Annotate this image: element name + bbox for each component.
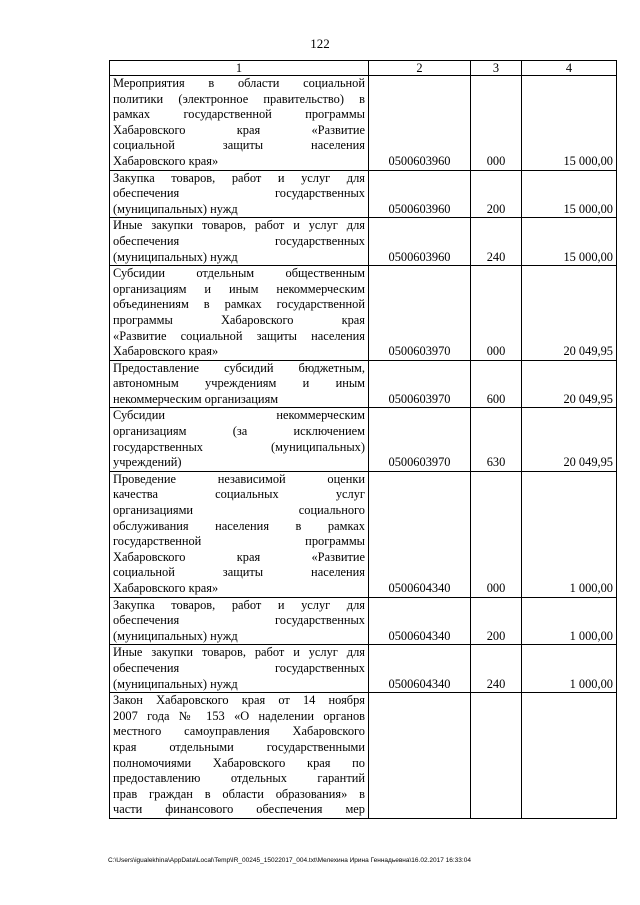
expense-name-line: Хабаровского края «Развитие bbox=[113, 122, 365, 137]
header-col-1: 1 bbox=[110, 61, 369, 76]
budget-table bbox=[109, 60, 617, 819]
expense-name-line: государственной программы bbox=[113, 534, 365, 549]
table-row bbox=[110, 360, 617, 408]
expense-name-line: политики (электронное правительство) в bbox=[113, 91, 365, 106]
expense-type-cell: 000 bbox=[471, 76, 522, 171]
amount-cell: 15 000,00 bbox=[522, 170, 617, 218]
expense-name-line: края отдельными государственными bbox=[113, 739, 365, 754]
expense-name-line: автономным учреждениям и иным bbox=[113, 376, 365, 391]
expense-name-line: организациям (за исключением bbox=[113, 424, 365, 439]
expense-name-line: Субсидии отдельным общественным bbox=[113, 266, 365, 281]
expense-name-line: некоммерческим организациям bbox=[113, 391, 279, 406]
expense-name-line: рамках государственной программы bbox=[113, 107, 365, 122]
amount-cell: 1 000,00 bbox=[522, 645, 617, 693]
expense-name-line: обеспечения государственных bbox=[113, 660, 365, 675]
expense-name-line: 2007 года № 153 «О наделении органов bbox=[113, 708, 365, 723]
amount-cell: 20 049,95 bbox=[522, 360, 617, 408]
target-article-code-cell: 0500604340 bbox=[369, 597, 471, 645]
amount-cell: 20 049,95 bbox=[522, 408, 617, 471]
expense-name-line: Закупка товаров, работ и услуг для bbox=[113, 170, 365, 185]
expense-name-line: местного самоуправления Хабаровского bbox=[113, 724, 365, 739]
table-row bbox=[110, 597, 617, 645]
expense-name-line: обслуживания населения в рамках bbox=[113, 518, 365, 533]
target-article-code-cell bbox=[369, 693, 471, 819]
header-col-2: 2 bbox=[369, 61, 471, 76]
expense-name-line: предоставлению отдельных гарантий bbox=[113, 771, 365, 786]
target-article-code-cell: 0500603970 bbox=[369, 360, 471, 408]
expense-name-line: организациям и иным некоммерческим bbox=[113, 281, 365, 296]
expense-type-cell: 240 bbox=[471, 218, 522, 266]
expense-name-cell bbox=[110, 360, 369, 408]
expense-type-cell: 630 bbox=[471, 408, 522, 471]
target-article-code-cell: 0500603970 bbox=[369, 266, 471, 361]
target-article-code-cell: 0500604340 bbox=[369, 645, 471, 693]
expense-type-cell: 000 bbox=[471, 266, 522, 361]
expense-name-line: Хабаровского края» bbox=[113, 153, 219, 168]
expense-name-line: качества социальных услуг bbox=[113, 487, 365, 502]
target-article-code-cell: 0500604340 bbox=[369, 471, 471, 597]
expense-type-cell: 000 bbox=[471, 471, 522, 597]
expense-name-cell bbox=[110, 471, 369, 597]
amount-cell: 1 000,00 bbox=[522, 597, 617, 645]
expense-name-line: Хабаровского края» bbox=[113, 581, 219, 595]
table-row bbox=[110, 645, 617, 693]
expense-name-line: государственных (муниципальных) bbox=[113, 439, 365, 454]
expense-name-line: учреждений) bbox=[113, 455, 182, 470]
table-row bbox=[110, 471, 617, 597]
expense-name-cell bbox=[110, 266, 369, 361]
amount-cell: 20 049,95 bbox=[522, 266, 617, 361]
expense-name-line: части финансового обеспечения мер bbox=[113, 802, 365, 817]
expense-name-line: Предоставление субсидий бюджетным, bbox=[113, 360, 365, 375]
expense-name-line: Иные закупки товаров, работ и услуг для bbox=[113, 218, 365, 233]
amount-cell: 15 000,00 bbox=[522, 218, 617, 266]
expense-name-line: (муниципальных) нужд bbox=[113, 676, 238, 691]
table-row bbox=[110, 693, 617, 819]
expense-type-cell bbox=[471, 693, 522, 819]
expense-name-line: обеспечения государственных bbox=[113, 613, 365, 628]
expense-name-line: социальной защиты населения bbox=[113, 565, 365, 580]
table-row bbox=[110, 218, 617, 266]
table-row bbox=[110, 76, 617, 171]
expense-type-cell: 200 bbox=[471, 597, 522, 645]
expense-name-line: (муниципальных) нужд bbox=[113, 249, 238, 264]
expense-type-cell: 600 bbox=[471, 360, 522, 408]
expense-name-cell bbox=[110, 693, 369, 819]
expense-name-line: (муниципальных) нужд bbox=[113, 201, 238, 216]
expense-name-line: Иные закупки товаров, работ и услуг для bbox=[113, 645, 365, 660]
expense-name-line: программы Хабаровского края bbox=[113, 312, 365, 327]
expense-name-line: Хабаровского края «Развитие bbox=[113, 549, 365, 564]
expense-name-cell bbox=[110, 597, 369, 645]
expense-name-line: Закон Хабаровского края от 14 ноября bbox=[113, 693, 365, 708]
file-path-footer: C:\Users\igualekhina\AppData\Local\Temp\IR_00245_15022017_004.txt\Мелехина Ирина Геннадьевна\16.02.2017 16:33:04 bbox=[108, 857, 471, 864]
expense-name-cell bbox=[110, 645, 369, 693]
target-article-code-cell: 0500603960 bbox=[369, 218, 471, 266]
expense-name-line: (муниципальных) нужд bbox=[113, 628, 238, 643]
table-header-row bbox=[110, 61, 617, 76]
table-row bbox=[110, 170, 617, 218]
expense-type-cell: 240 bbox=[471, 645, 522, 693]
target-article-code-cell: 0500603960 bbox=[369, 76, 471, 171]
expense-name-line: обеспечения государственных bbox=[113, 186, 365, 201]
expense-name-line: Мероприятия в области социальной bbox=[113, 76, 365, 90]
target-article-code-cell: 0500603960 bbox=[369, 170, 471, 218]
amount-cell bbox=[522, 693, 617, 819]
expense-name-line: Закупка товаров, работ и услуг для bbox=[113, 597, 365, 612]
expense-name-line: социальной защиты населения bbox=[113, 138, 365, 153]
expense-name-line: полномочиями Хабаровского края по bbox=[113, 755, 365, 770]
expense-name-line: Проведение независимой оценки bbox=[113, 471, 365, 486]
expense-name-cell bbox=[110, 170, 369, 218]
amount-cell: 15 000,00 bbox=[522, 76, 617, 171]
expense-name-line: прав граждан в области образования» в bbox=[113, 786, 365, 801]
expense-name-line: «Развитие социальной защиты населения bbox=[113, 328, 365, 343]
expense-name-line: организациями социального bbox=[113, 503, 365, 518]
expense-name-cell bbox=[110, 408, 369, 471]
target-article-code-cell: 0500603970 bbox=[369, 408, 471, 471]
expense-name-cell bbox=[110, 76, 369, 171]
expense-name-line: Субсидии некоммерческим bbox=[113, 408, 365, 423]
expense-name-line: обеспечения государственных bbox=[113, 233, 365, 248]
amount-cell: 1 000,00 bbox=[522, 471, 617, 597]
header-col-4: 4 bbox=[522, 61, 617, 76]
table-row bbox=[110, 266, 617, 361]
expense-type-cell: 200 bbox=[471, 170, 522, 218]
table-row bbox=[110, 408, 617, 471]
expense-name-line: объединениям в рамках государственной bbox=[113, 297, 365, 312]
expense-name-cell bbox=[110, 218, 369, 266]
expense-name-line: Хабаровского края» bbox=[113, 344, 219, 359]
page-number: 122 bbox=[310, 36, 330, 51]
table-body bbox=[110, 76, 617, 819]
header-col-3: 3 bbox=[471, 61, 522, 76]
